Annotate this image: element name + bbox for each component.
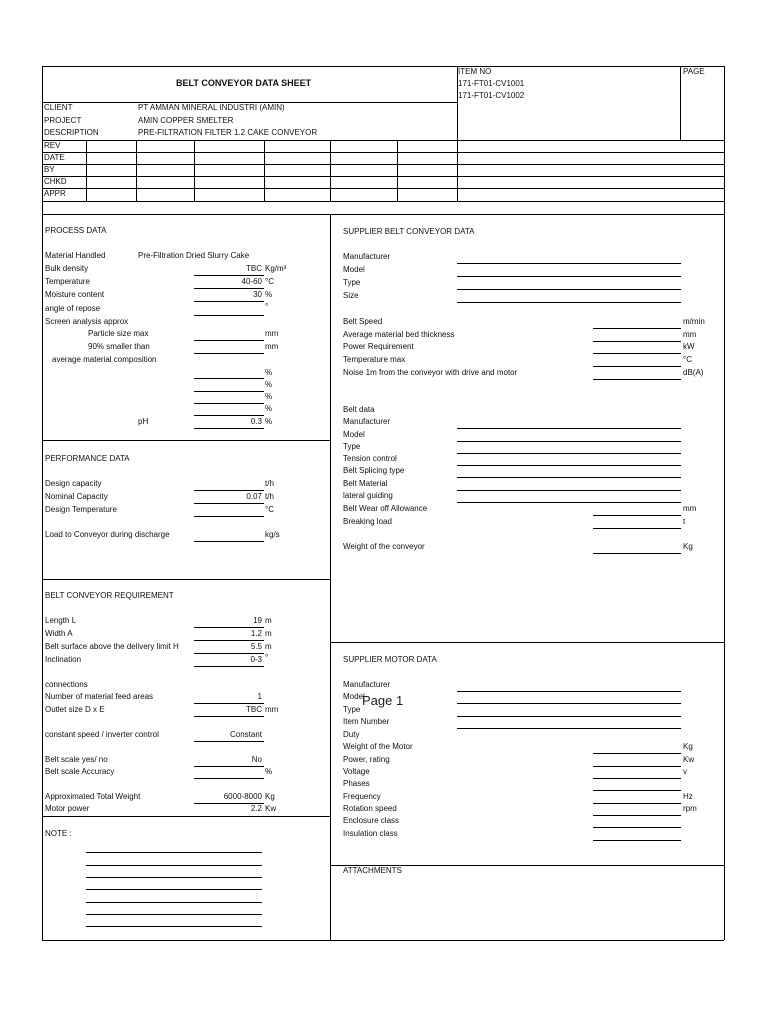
- belt-scale-label: Belt scale yes/ no: [45, 755, 108, 764]
- width-unit: m: [265, 629, 272, 638]
- appr-label: APPR: [44, 189, 66, 198]
- sm-item-number-label: Item Number: [343, 717, 390, 726]
- sm-insulation-label: Insulation class: [343, 829, 398, 838]
- sb-noise-label: Noise 1m from the conveyor with drive and motor: [343, 368, 518, 377]
- item-no-label: ITEM NO: [458, 67, 492, 76]
- bulk-density-label: Bulk density: [45, 264, 89, 273]
- sb-splicing-label: Belt Splicing type: [343, 466, 405, 475]
- moisture-label: Moisture content: [45, 290, 105, 299]
- surface-unit: m: [265, 642, 272, 651]
- composition-pct-3: %: [265, 392, 273, 401]
- outlet-unit: mm: [265, 705, 279, 714]
- connections-label: connections: [45, 680, 88, 689]
- ph-label: pH: [138, 417, 149, 426]
- sm-rotation-label: Rotation speed: [343, 804, 397, 813]
- length-label: Length L: [45, 616, 77, 625]
- design-capacity-label: Design capacity: [45, 479, 102, 488]
- surface-value: 5.5: [250, 642, 262, 651]
- speed-control-value: Constant: [229, 730, 262, 739]
- sm-power-label: Power, rating: [343, 755, 390, 764]
- sb-model-label: Model: [343, 265, 365, 274]
- smaller-label: 90% smaller than: [88, 342, 150, 351]
- client-label: CLIENT: [44, 103, 73, 112]
- feed-areas-label: Number of material feed areas: [45, 692, 154, 701]
- sb-power-req-unit: kW: [683, 342, 695, 351]
- length-unit: m: [265, 616, 272, 625]
- description-value: PRE-FILTRATION FILTER 1.2 CAKE CONVEYOR: [138, 128, 318, 137]
- sb-size-label: Size: [343, 291, 359, 300]
- ph-unit: %: [265, 417, 273, 426]
- repose-label: angle of repose: [45, 304, 101, 313]
- sm-power-unit: Kw: [683, 755, 695, 764]
- total-weight-value: 6000-8000: [223, 792, 262, 801]
- particle-label: Particle size max: [88, 329, 149, 338]
- note-title: NOTE :: [45, 829, 72, 838]
- sb-bed-thickness-label: Average material bed thickness: [343, 330, 455, 339]
- sb-noise-unit: dB(A): [683, 368, 704, 377]
- performance-title: PERFORMANCE DATA: [45, 454, 130, 463]
- bulk-density-value: TBC: [246, 264, 262, 273]
- sb-belt-speed-label: Belt Speed: [343, 317, 383, 326]
- sb-manufacturer-label: Manufacturer: [343, 252, 391, 261]
- attachments-title: ATTACHMENTS: [343, 866, 402, 875]
- scale-accuracy-unit: %: [265, 767, 273, 776]
- sb-breaking-label: Breaking load: [343, 517, 392, 526]
- sm-phases-label: Phases: [343, 779, 370, 788]
- nominal-capacity-value: 0.07: [246, 492, 262, 501]
- smaller-unit: mm: [265, 342, 279, 351]
- screen-label: Screen analysis approx: [45, 317, 129, 326]
- rev-label: REV: [44, 141, 61, 150]
- design-temp-unit: °C: [265, 505, 274, 514]
- moisture-unit: %: [265, 290, 273, 299]
- page-label: PAGE: [683, 67, 705, 76]
- sheet-title: BELT CONVEYOR DATA SHEET: [176, 78, 312, 88]
- sm-type-label: Type: [343, 705, 361, 714]
- outlet-label: Outlet size D x E: [45, 705, 105, 714]
- feed-areas-value: 1: [257, 692, 262, 701]
- by-label: BY: [44, 165, 55, 174]
- width-label: Width A: [45, 629, 73, 638]
- nominal-capacity-label: Nominal Capacity: [45, 492, 108, 501]
- sm-weight-label: Weight of the Motor: [343, 742, 413, 751]
- sb-guiding-label: lateral guiding: [343, 491, 393, 500]
- nominal-capacity-unit: t/h: [265, 492, 274, 501]
- total-weight-unit: Kg: [265, 792, 275, 801]
- motor-power-value: 2.2: [250, 804, 262, 813]
- temperature-value: 40-60: [241, 277, 262, 286]
- sb-tension-label: Tension control: [343, 454, 397, 463]
- sb-belt-data-label: Belt data: [343, 405, 375, 414]
- sb-bed-thickness-unit: mm: [683, 330, 697, 339]
- sb-type-label: Type: [343, 278, 361, 287]
- motor-power-unit: Kw: [265, 804, 277, 813]
- chkd-label: CHKD: [44, 177, 67, 186]
- project-label: PROJECT: [44, 116, 82, 125]
- sm-frequency-label: Frequency: [343, 792, 381, 801]
- description-label: DESCRIPTION: [44, 128, 99, 137]
- sb-temp-max-unit: °C: [683, 355, 692, 364]
- supplier-motor-title: SUPPLIER MOTOR DATA: [343, 655, 437, 664]
- ph-value: 0.3: [250, 417, 262, 426]
- sb-belt-speed-unit: m/min: [683, 317, 705, 326]
- sm-frequency-unit: Hz: [683, 792, 693, 801]
- sb-breaking-unit: t: [683, 517, 686, 526]
- composition-pct-4: %: [265, 404, 273, 413]
- sm-enclosure-label: Enclosure class: [343, 816, 400, 825]
- sb-power-req-label: Power Requirement: [343, 342, 414, 351]
- temperature-label: Temperature: [45, 277, 90, 286]
- inclination-value: 0-3: [250, 655, 262, 664]
- sb-weight-label: Weight of the conveyor: [343, 542, 425, 551]
- sb-material-label: Belt Material: [343, 479, 388, 488]
- inclination-unit: °: [265, 653, 269, 662]
- sm-manufacturer-label: Manufacturer: [343, 680, 391, 689]
- sm-rotation-unit: rpm: [683, 804, 697, 813]
- sm-duty-label: Duty: [343, 730, 360, 739]
- repose-unit: °: [265, 302, 269, 311]
- composition-label: average material composition: [52, 355, 157, 364]
- particle-unit: mm: [265, 329, 279, 338]
- sb-wear-unit: mm: [683, 504, 697, 513]
- design-capacity-unit: t/h: [265, 479, 274, 488]
- load-unit: kg/s: [265, 530, 280, 539]
- client-value: PT AMMAN MINERAL INDUSTRI (AMIN): [138, 103, 285, 112]
- length-value: 19: [253, 616, 262, 625]
- sm-model-label: Model: [343, 692, 365, 701]
- bulk-density-unit: Kg/m³: [265, 264, 287, 273]
- project-value: AMIN COPPER SMELTER: [138, 116, 234, 125]
- speed-control-label: constant speed / inverter control: [45, 730, 159, 739]
- composition-pct-2: %: [265, 380, 273, 389]
- inclination-label: Inclination: [45, 655, 82, 664]
- surface-label: Belt surface above the delivery limit H: [45, 642, 179, 651]
- width-value: 1.2: [250, 629, 262, 638]
- date-label: DATE: [44, 153, 65, 162]
- sm-voltage-label: Voltage: [343, 767, 370, 776]
- temperature-unit: °C: [265, 277, 274, 286]
- sm-weight-unit: Kg: [683, 742, 693, 751]
- item-no-1: 171-FT01-CV1001: [458, 79, 525, 88]
- design-temp-label: Design Temperature: [45, 505, 117, 514]
- load-label: Load to Conveyor during discharge: [45, 530, 170, 539]
- sb-belt-manufacturer-label: Manufacturer: [343, 417, 391, 426]
- sb-belt-model-label: Model: [343, 430, 365, 439]
- supplier-belt-title: SUPPLIER BELT CONVEYOR DATA: [343, 227, 475, 236]
- belt-scale-value: No: [251, 755, 262, 764]
- material-handled-value: Pre-Filtration Dried Slurry Cake: [138, 251, 250, 260]
- process-title: PROCESS DATA: [45, 226, 107, 235]
- item-no-2: 171-FT01-CV1002: [458, 91, 525, 100]
- material-handled-label: Material Handled: [45, 251, 106, 260]
- sm-voltage-unit: v: [683, 767, 687, 776]
- outlet-value: TBC: [246, 705, 262, 714]
- sb-belt-type-label: Type: [343, 442, 361, 451]
- sb-weight-unit: Kg: [683, 542, 693, 551]
- moisture-value: 30: [253, 290, 262, 299]
- scale-accuracy-label: Belt scale Accuracy: [45, 767, 115, 776]
- motor-power-label: Motor power: [45, 804, 90, 813]
- page-watermark: Page 1: [362, 693, 404, 708]
- sb-temp-max-label: Temperature max: [343, 355, 406, 364]
- requirement-title: BELT CONVEYOR REQUIREMENT: [45, 591, 174, 600]
- total-weight-label: Approximated Total Weight: [45, 792, 141, 801]
- sb-wear-label: Belt Wear off Allowance: [343, 504, 428, 513]
- composition-pct-1: %: [265, 368, 273, 377]
